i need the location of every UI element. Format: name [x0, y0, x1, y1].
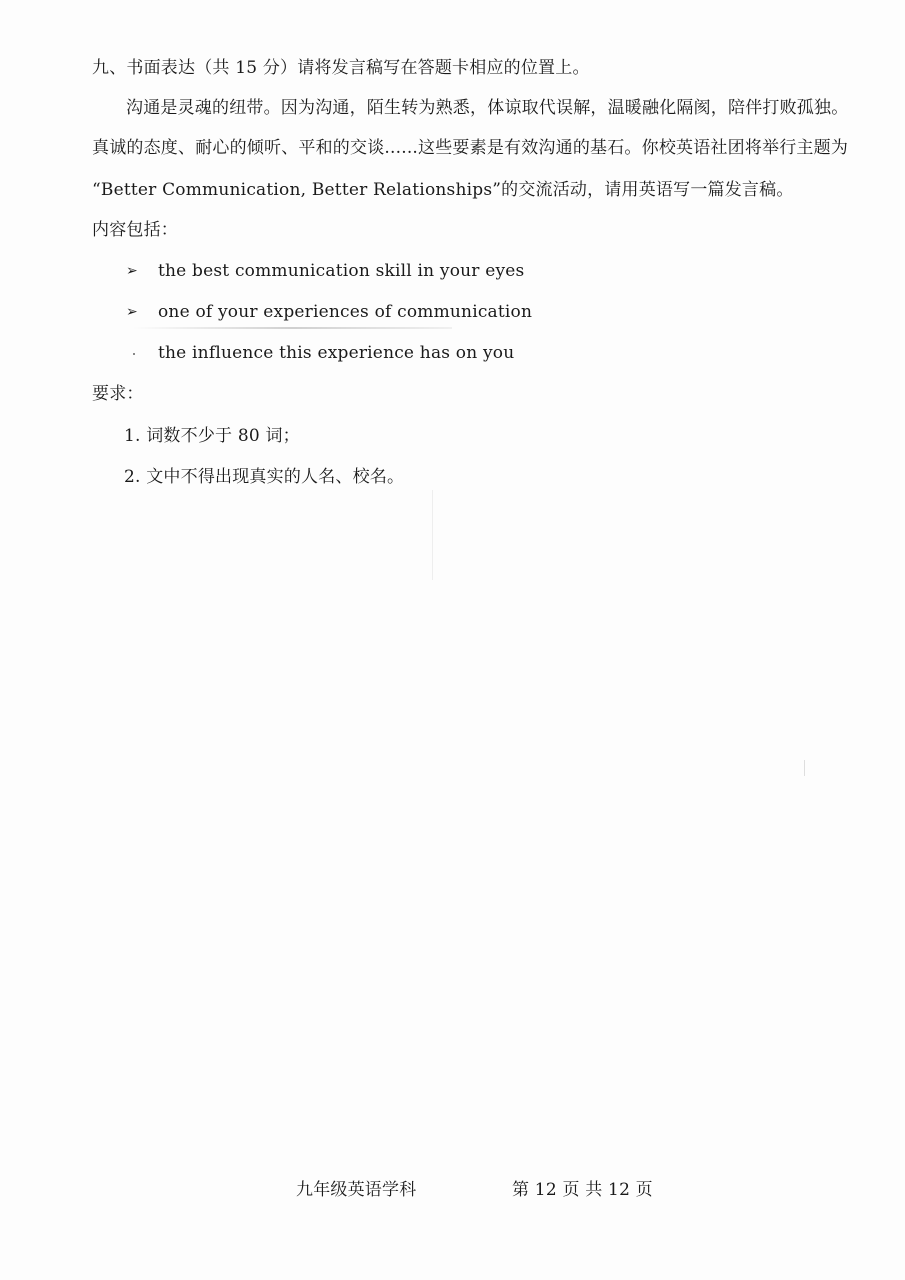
scan-artifact: [132, 327, 452, 329]
question-heading: 九、书面表达（共 15 分）请将发言稿写在答题卡相应的位置上。: [92, 58, 590, 78]
footer-subject: 九年级英语学科: [296, 1180, 417, 1200]
paragraph-line-3: “Better Communication, Better Relationships”的交流活动，请用英语写一篇发言稿。: [92, 180, 794, 200]
paragraph-line-2: 真诚的态度、耐心的倾听、平和的交谈......这些要素是有效沟通的基石。你校英语社团将举行主题为: [92, 138, 849, 158]
bullet-item-1: the best communication skill in your eyes: [158, 261, 525, 281]
content-label: 内容包括：: [92, 220, 178, 240]
bullet-item-3: the influence this experience has on you: [158, 343, 515, 363]
scan-dot: [133, 353, 135, 355]
scan-artifact: [804, 760, 805, 776]
requirement-item-1: 1. 词数不少于 80 词；: [124, 426, 300, 446]
bullet-arrow-icon: ➢: [126, 263, 138, 279]
bullet-arrow-icon: ➢: [126, 304, 138, 320]
footer-page-info: 第 12 页 共 12 页: [512, 1180, 653, 1200]
paragraph-line-1: 沟通是灵魂的纽带。因为沟通，陌生转为熟悉，体谅取代误解，温暖融化隔阂，陪伴打败孤独。: [126, 98, 849, 118]
requirement-item-2: 2. 文中不得出现真实的人名、校名。: [124, 467, 405, 487]
requirements-label: 要求：: [92, 384, 144, 404]
bullet-item-2: one of your experiences of communication: [158, 302, 533, 322]
scan-artifact: [432, 490, 433, 580]
